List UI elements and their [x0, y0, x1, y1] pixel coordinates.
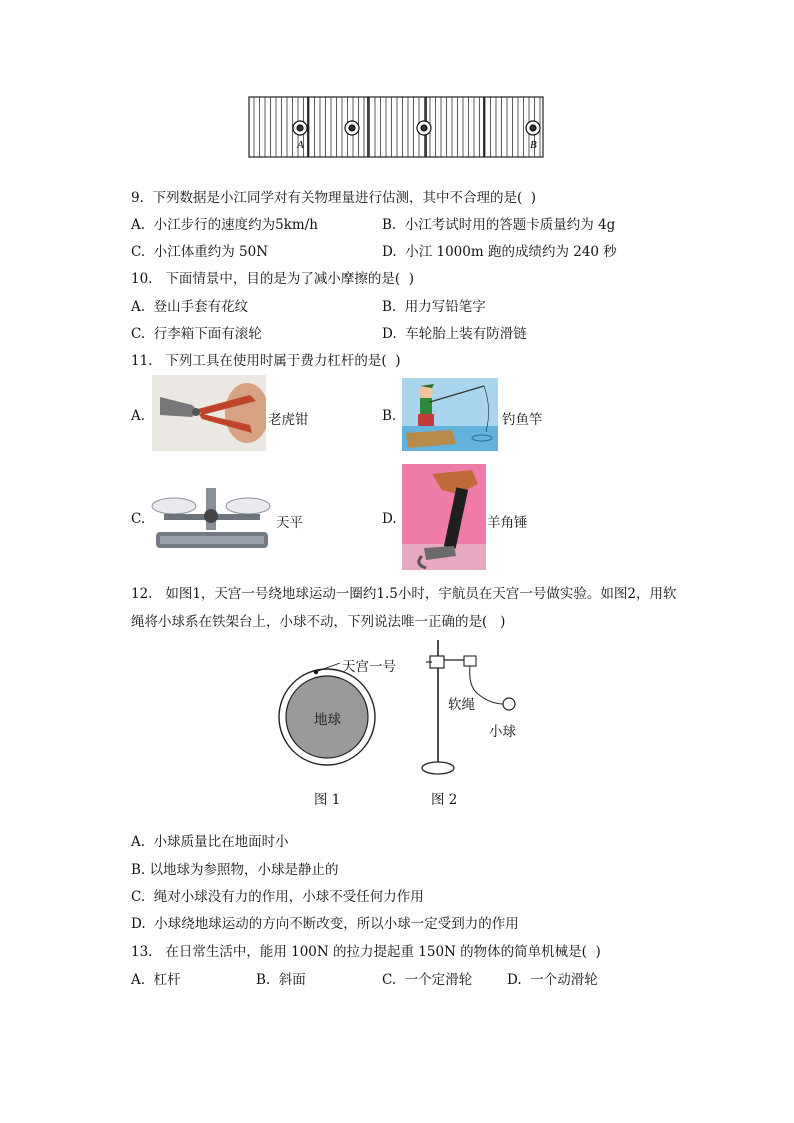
q12-option-c: C. 绳对小球没有力的作用，小球不受任何力作用	[131, 889, 424, 905]
q9-stem: 9. 下列数据是小江同学对有关物理量进行估测，其中不合理的是( )	[131, 190, 537, 206]
q12-option-a: A. 小球质量比在地面时小	[131, 834, 289, 850]
motion-strip-figure	[248, 96, 544, 158]
q12-option-b: B. 以地球为参照物，小球是静止的	[131, 862, 339, 878]
q13-option-a: A. 杠杆	[131, 972, 181, 988]
q10-option-c: C. 行李箱下面有滚轮	[131, 326, 262, 342]
motion-strip-svg	[248, 96, 544, 158]
point-b-label: B	[530, 139, 537, 151]
q11-option-a-name: 老虎钳	[268, 412, 309, 428]
rope-label: 软绳	[448, 697, 475, 713]
q12-stem-line2: 绳将小球系在铁架台上，小球不动，下列说法唯一正确的是( )	[131, 614, 506, 630]
q13-option-d: D. 一个动滑轮	[507, 972, 598, 988]
pliers-image	[152, 375, 266, 451]
q11-option-c-letter: C.	[131, 511, 146, 527]
earth-label: 地球	[314, 712, 341, 728]
claw-hammer-image	[402, 464, 486, 570]
q11-option-d-name: 羊角锤	[487, 515, 528, 531]
balance-scale-image	[150, 478, 274, 556]
q13-option-b: B. 斜面	[256, 972, 306, 988]
station-label: 天宫一号	[342, 659, 396, 675]
q12-option-d: D. 小球绕地球运动的方向不断改变，所以小球一定受到力的作用	[131, 916, 519, 932]
q11-option-a-letter: A.	[131, 408, 146, 424]
q11-stem: 11. 下列工具在使用时属于费力杠杆的是( )	[131, 353, 401, 369]
q11-option-d-letter: D.	[382, 511, 397, 527]
q13-option-c: C. 一个定滑轮	[382, 972, 473, 988]
figure-2-caption: 图 2	[431, 792, 458, 808]
q10-stem: 10. 下面情景中，目的是为了减小摩擦的是( )	[131, 271, 414, 287]
q11-option-b-letter: B.	[382, 408, 397, 424]
q13-stem: 13. 在日常生活中，能用 100N 的拉力提起重 150N 的物体的简单机械是( )	[131, 944, 601, 960]
point-a-label: A	[297, 139, 304, 151]
q10-option-d: D. 车轮胎上装有防滑链	[382, 326, 527, 342]
q9-option-d: D. 小江 1000m 跑的成绩约为 240 秒	[382, 244, 617, 260]
q12-stem-line1: 12. 如图1，天宫一号绕地球运动一圈约1.5小时，宇航员在天宫一号做实验。如图2，用软	[131, 586, 677, 602]
ball-label: 小球	[489, 724, 516, 740]
q10-option-a: A. 登山手套有花纹	[131, 299, 249, 315]
q9-option-c: C. 小江体重约为 50N	[131, 244, 269, 260]
q11-option-b-name: 钓鱼竿	[502, 412, 543, 428]
figure-1-caption: 图 1	[314, 792, 341, 808]
q11-option-c-name: 天平	[276, 515, 303, 531]
fishing-rod-image	[402, 378, 498, 451]
q10-option-b: B. 用力写铅笔字	[382, 299, 486, 315]
q9-option-b: B. 小江考试时用的答题卡质量约为 4g	[382, 217, 616, 233]
q9-option-a: A. 小江步行的速度约为5km/h	[131, 217, 318, 233]
